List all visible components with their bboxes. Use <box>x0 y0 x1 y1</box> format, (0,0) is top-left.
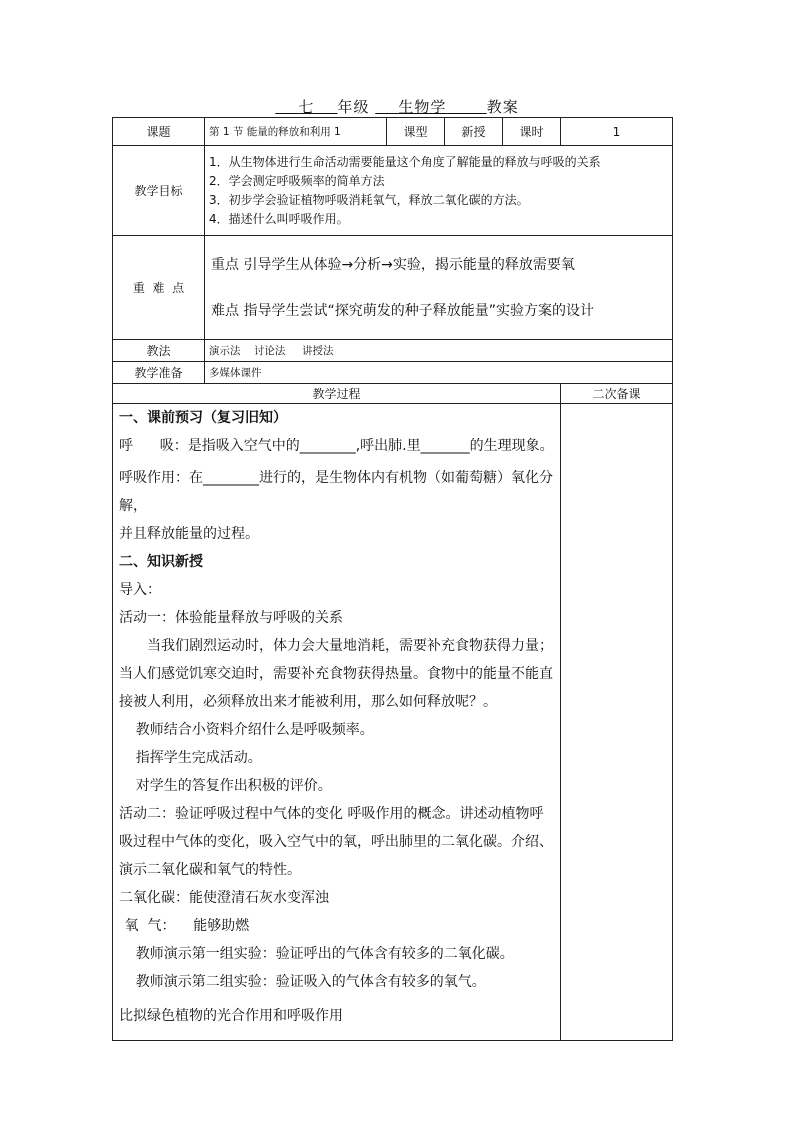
process-header: 教学过程 <box>113 384 561 404</box>
review-line: 呼吸作用：在________进行的，是生物体内有机物（如葡萄糖）氧化分解， <box>119 470 553 514</box>
goal-item: 4．描述什么叫呼吸作用。 <box>209 211 349 226</box>
key-points-content <box>205 236 673 340</box>
second-prep-header: 二次备课 <box>561 384 673 404</box>
key-point: 重点 引导学生从体验→分析→实验，揭示能量的释放需要氧 <box>211 256 575 273</box>
intro-line: 导入： <box>119 582 161 598</box>
grade-suffix: 年级 <box>337 98 370 116</box>
review-line: 呼 吸：是指吸入空气中的________,呼出肺.里_______的生理现象。 <box>119 438 554 454</box>
activity-heading: 活动一：体验能量释放与呼吸的关系 <box>119 610 343 626</box>
goal-item: 1．从生物体进行生命活动需要能量这个角度了解能量的释放与呼吸的关系 <box>209 154 601 169</box>
paragraph: 对学生的答复作出积极的评价。 <box>135 778 332 794</box>
lesson-type-value: 新授 <box>445 118 503 146</box>
topic-row <box>113 118 673 146</box>
method-row <box>113 340 673 362</box>
process-content <box>113 404 561 1041</box>
paragraph: 教师演示第二组实验：验证吸入的气体含有较多的氧气。 <box>135 974 486 990</box>
lesson-plan-table <box>112 117 673 1041</box>
key-points-label: 重 难 点 <box>113 236 205 340</box>
paragraph: 氧 气： 能够助燃 <box>124 918 250 934</box>
paragraph: 指挥学生完成活动。 <box>135 750 262 766</box>
topic-label: 课题 <box>113 118 205 146</box>
page-title <box>0 96 794 117</box>
paragraph: 教师演示第一组实验：验证呼出的气体含有较多的二氧化碳。 <box>135 946 514 962</box>
paragraph: 二氧化碳：能使澄清石灰水变浑浊 <box>119 890 329 906</box>
topic-value: 第 1 节 能量的释放和利用 1 <box>205 118 387 146</box>
goal-item: 3．初步学会验证植物呼吸消耗氧气，释放二氧化碳的方法。 <box>209 192 529 207</box>
second-prep-cell <box>561 404 673 1041</box>
grade-field: 七 <box>298 98 315 116</box>
key-points-row <box>113 236 673 340</box>
period-value: 1 <box>561 118 673 146</box>
goal-item: 2．学会测定呼吸频率的简单方法 <box>209 173 385 188</box>
goals-row <box>113 146 673 236</box>
section-heading: 一、课前预习（复习旧知） <box>119 410 287 426</box>
doc-type: 教案 <box>486 98 519 116</box>
prep-value: 多媒体课件 <box>205 362 673 384</box>
review-line: 并且释放能量的过程。 <box>119 526 259 542</box>
method-value: 演示法 讨论法 讲授法 <box>205 340 673 362</box>
difficult-point: 难点 指导学生尝试“探究萌发的种子释放能量”实验方案的设计 <box>211 302 594 319</box>
process-row <box>113 404 673 1041</box>
method-label: 教法 <box>113 340 205 362</box>
paragraph: 当我们剧烈运动时，体力会大量地消耗，需要补充食物获得力量；当人们感觉饥寒交迫时，需要补充食物获得热量。食物中的能量不能直接被人利用，必须释放出来才能被利用，那么如何释放呢？。 <box>119 638 553 710</box>
period-label: 课时 <box>503 118 561 146</box>
prep-row <box>113 362 673 384</box>
lesson-type-label: 课型 <box>387 118 445 146</box>
goals-content <box>205 146 673 236</box>
activity-heading: 活动二：验证呼吸过程中气体的变化 呼吸作用的概念。讲述动植物呼吸过程中气体的变化，吸入空气中的氧，呼出肺里的二氧化碳。介绍、演示二氧化碳和氧气的特性。 <box>119 806 553 878</box>
paragraph: 比拟绿色植物的光合作用和呼吸作用 <box>119 1008 343 1024</box>
goals-label: 教学目标 <box>113 146 205 236</box>
subject-field: 生物学 <box>398 98 447 116</box>
section-heading: 二、知识新授 <box>119 554 203 570</box>
process-header-row <box>113 384 673 404</box>
paragraph: 教师结合小资料介绍什么是呼吸频率。 <box>135 722 374 738</box>
prep-label: 教学准备 <box>113 362 205 384</box>
